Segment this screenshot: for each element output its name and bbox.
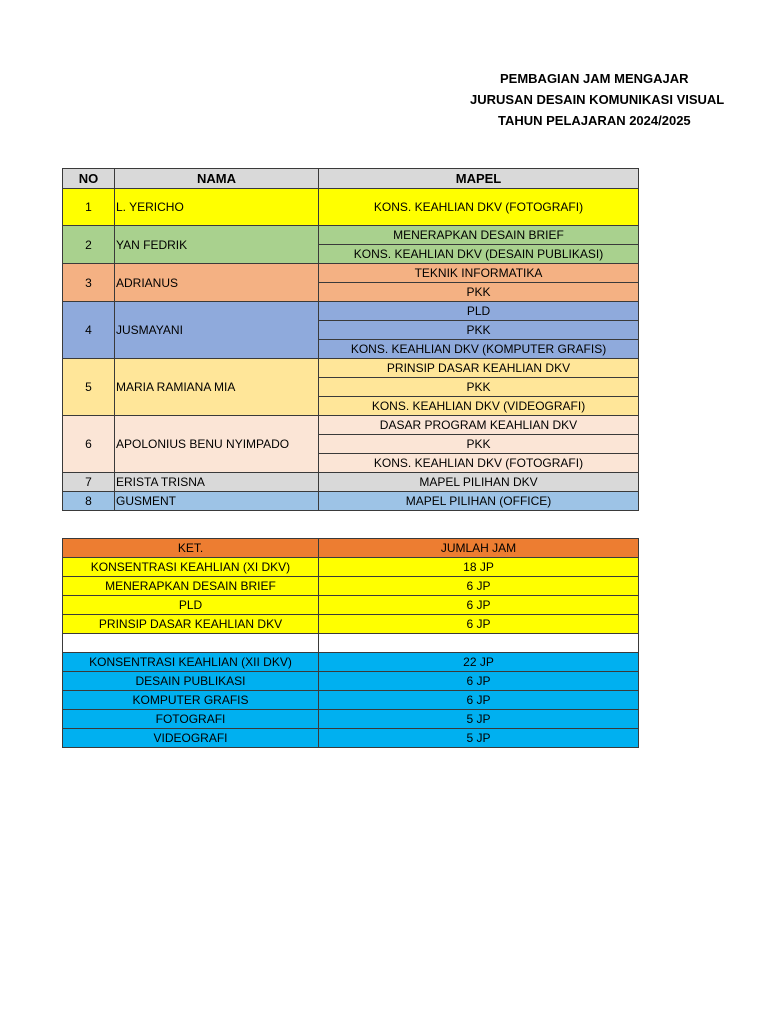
row-number: 7	[63, 473, 115, 492]
summary-ket	[63, 634, 319, 653]
table-header-row	[63, 169, 639, 189]
summary-jumlah: 6 JP	[319, 672, 639, 691]
row-number: 8	[63, 492, 115, 511]
summary-row	[63, 672, 639, 691]
title-line-2: JURUSAN DESAIN KOMUNIKASI VISUAL	[470, 92, 725, 107]
subject-cell: PKK	[319, 283, 639, 302]
summary-row	[63, 558, 639, 577]
summary-jumlah: 5 JP	[319, 710, 639, 729]
summary-ket: PRINSIP DASAR KEAHLIAN DKV	[63, 615, 319, 634]
summary-row	[63, 653, 639, 672]
summary-jumlah: 18 JP	[319, 558, 639, 577]
summary-header-ket: KET.	[63, 539, 319, 558]
teaching-schedule-table	[62, 168, 639, 511]
subject-cell: MENERAPKAN DESAIN BRIEF	[319, 226, 639, 245]
teacher-name: L. YERICHO	[115, 189, 319, 226]
summary-ket: PLD	[63, 596, 319, 615]
summary-header-row	[63, 539, 639, 558]
summary-ket: KOMPUTER GRAFIS	[63, 691, 319, 710]
subject-cell: PLD	[319, 302, 639, 321]
summary-ket: VIDEOGRAFI	[63, 729, 319, 748]
header-mapel: MAPEL	[319, 169, 639, 189]
subject-cell: PKK	[319, 378, 639, 397]
teacher-name: APOLONIUS BENU NYIMPADO	[115, 416, 319, 473]
title-line-1: PEMBAGIAN JAM MENGAJAR	[500, 71, 689, 86]
teacher-name: YAN FEDRIK	[115, 226, 319, 264]
subject-cell: DASAR PROGRAM KEAHLIAN DKV	[319, 416, 639, 435]
summary-jumlah	[319, 634, 639, 653]
summary-ket: KONSENTRASI KEAHLIAN (XII DKV)	[63, 653, 319, 672]
subject-cell: PRINSIP DASAR KEAHLIAN DKV	[319, 359, 639, 378]
subject-cell: MAPEL PILIHAN (OFFICE)	[319, 492, 639, 511]
teacher-name: ERISTA TRISNA	[115, 473, 319, 492]
summary-row	[63, 691, 639, 710]
header-nama: NAMA	[115, 169, 319, 189]
table-row	[63, 416, 639, 435]
summary-jumlah: 22 JP	[319, 653, 639, 672]
summary-jumlah: 6 JP	[319, 691, 639, 710]
summary-jumlah: 6 JP	[319, 596, 639, 615]
summary-jumlah: 5 JP	[319, 729, 639, 748]
row-number: 6	[63, 416, 115, 473]
subject-cell: PKK	[319, 435, 639, 454]
summary-row	[63, 596, 639, 615]
summary-row	[63, 634, 639, 653]
table-row	[63, 359, 639, 378]
subject-cell: KONS. KEAHLIAN DKV (DESAIN PUBLIKASI)	[319, 245, 639, 264]
row-number: 2	[63, 226, 115, 264]
table-row	[63, 264, 639, 283]
summary-jumlah: 6 JP	[319, 615, 639, 634]
subject-cell: KONS. KEAHLIAN DKV (FOTOGRAFI)	[319, 454, 639, 473]
subject-cell: MAPEL PILIHAN DKV	[319, 473, 639, 492]
document-title	[300, 68, 725, 131]
table-row	[63, 492, 639, 511]
subject-cell: PKK	[319, 321, 639, 340]
summary-row	[63, 577, 639, 596]
summary-row	[63, 729, 639, 748]
subject-cell: TEKNIK INFORMATIKA	[319, 264, 639, 283]
row-number: 4	[63, 302, 115, 359]
summary-row	[63, 615, 639, 634]
teacher-name: JUSMAYANI	[115, 302, 319, 359]
teacher-name: GUSMENT	[115, 492, 319, 511]
title-line-3: TAHUN PELAJARAN 2024/2025	[498, 113, 691, 128]
subject-cell: KONS. KEAHLIAN DKV (FOTOGRAFI)	[319, 189, 639, 226]
summary-header-jumlah: JUMLAH JAM	[319, 539, 639, 558]
summary-ket: KONSENTRASI KEAHLIAN (XI DKV)	[63, 558, 319, 577]
summary-row	[63, 710, 639, 729]
row-number: 1	[63, 189, 115, 226]
table-row	[63, 302, 639, 321]
row-number: 5	[63, 359, 115, 416]
table-row	[63, 226, 639, 245]
summary-ket: MENERAPKAN DESAIN BRIEF	[63, 577, 319, 596]
teacher-name: MARIA RAMIANA MIA	[115, 359, 319, 416]
subject-cell: KONS. KEAHLIAN DKV (KOMPUTER GRAFIS)	[319, 340, 639, 359]
summary-jumlah: 6 JP	[319, 577, 639, 596]
subject-cell: KONS. KEAHLIAN DKV (VIDEOGRAFI)	[319, 397, 639, 416]
teacher-name: ADRIANUS	[115, 264, 319, 302]
table-row	[63, 189, 639, 226]
summary-table	[62, 538, 639, 748]
header-no: NO	[63, 169, 115, 189]
summary-ket: FOTOGRAFI	[63, 710, 319, 729]
summary-ket: DESAIN PUBLIKASI	[63, 672, 319, 691]
table-row	[63, 473, 639, 492]
row-number: 3	[63, 264, 115, 302]
